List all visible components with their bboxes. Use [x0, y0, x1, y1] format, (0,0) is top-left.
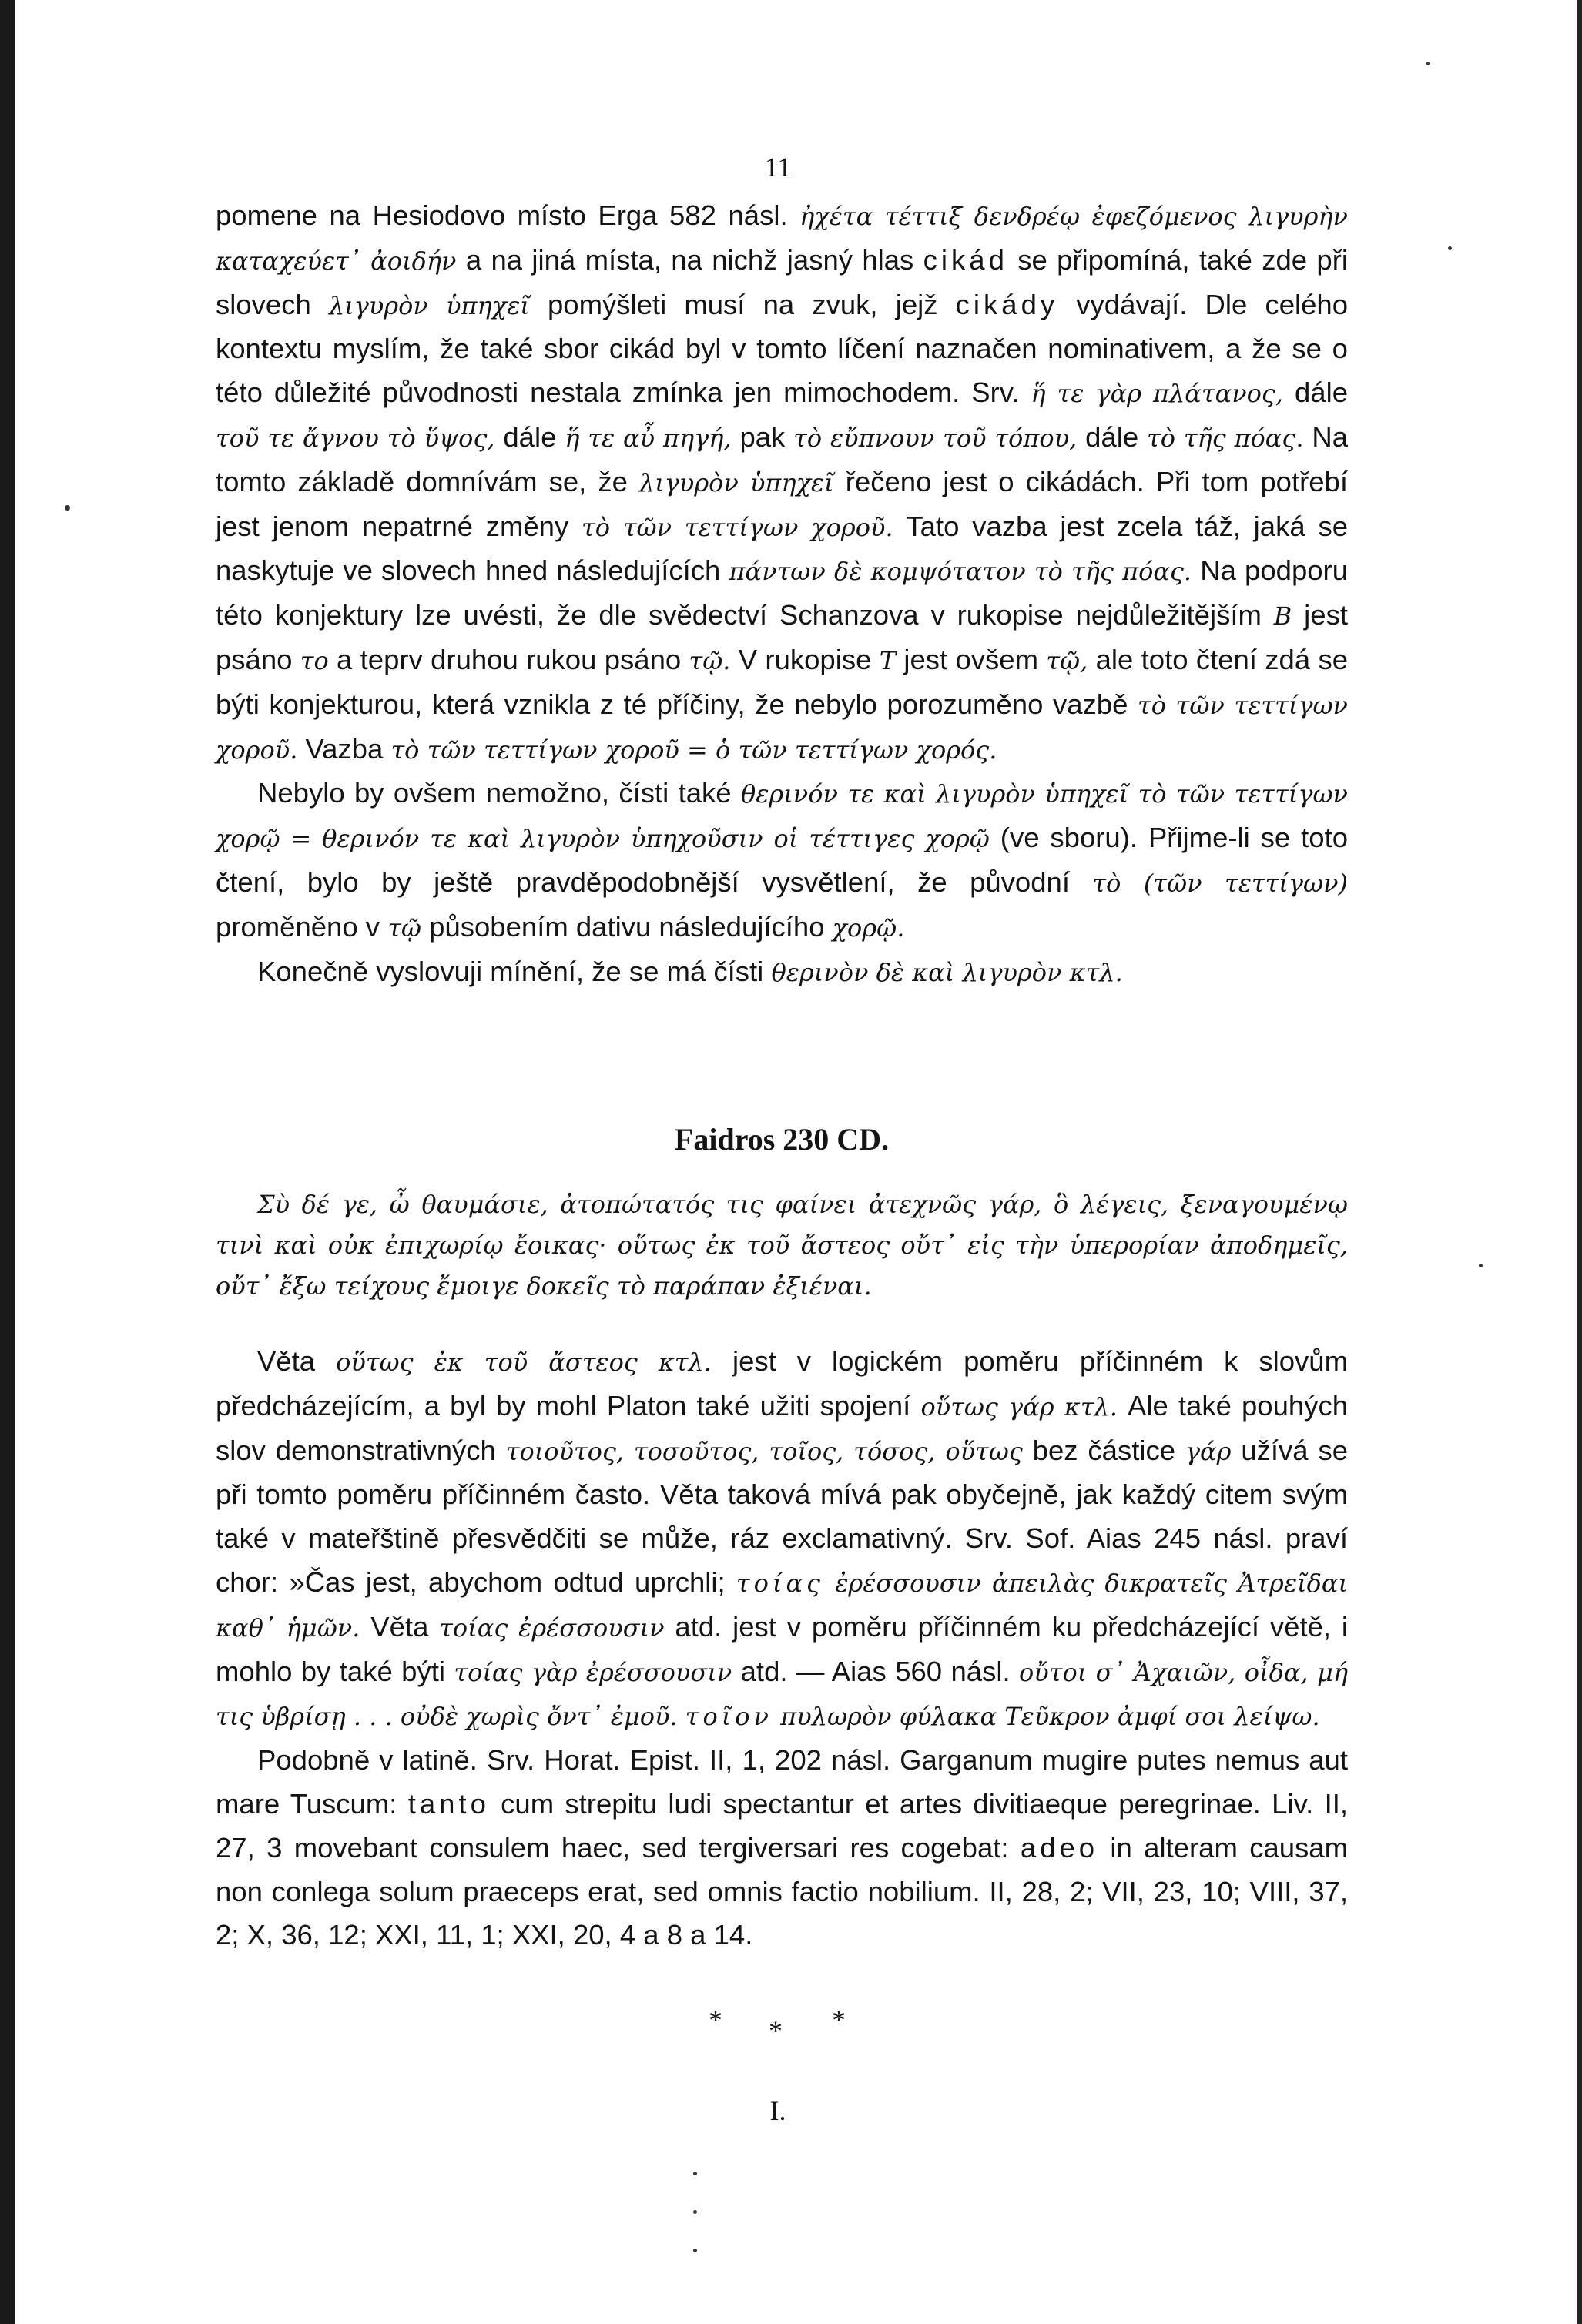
- text-run: řečeno jest o cikádách. Při tom potřebí jest jenom nepatrné změny: [216, 465, 1348, 542]
- greek-quote: ἥ τε γὰρ πλάτανος,: [1031, 379, 1284, 409]
- greek-quote: τὸ τῶν τεττίγων χοροῦ = ὁ τῶν τεττίγων χορός.: [390, 735, 997, 765]
- scan-speck: [1479, 1264, 1483, 1267]
- paragraph-5: [216, 1739, 1348, 1957]
- text-run: pak: [731, 420, 794, 453]
- greek-passage: Σὺ δέ γε, ὦ θαυμάσιε, ἀτοπώτατός τις φαίνει ἀτεχνῶς γάρ, ὃ λέγεις, ξεναγουμένῳ τινὶ καὶ οὐκ ἐπιχωρίῳ ἔοικας· οὕτως ἐκ τοῦ ἄστεος οὔτ᾽ εἰς τὴν ὑπερορίαν ἀποδημεῖς, οὔτ᾽ ἔξω τείχους ἔμοιγε δοκεῖς τὸ παράπαν ἐξιέναι.: [216, 1190, 1348, 1301]
- paragraph-2: [216, 772, 1348, 949]
- paragraph-3: [216, 950, 1348, 995]
- greek-quote: τὸ εὔπνουν τοῦ τόπου,: [793, 423, 1078, 453]
- text-run: atd. jest v poměru příčinném ku předcházející větě, i mohlo by také býti: [216, 1610, 1349, 1687]
- greek-quote: ἠχέτα τέττιξ δενδρέῳ ἐφεζόμενος λιγυρὴν καταχεύετ᾽ ἀοιδήν: [216, 202, 1348, 276]
- greek-quote: οὕτως ἐκ τοῦ ἄστεος κτλ.: [336, 1348, 712, 1377]
- greek-quote: οὔτοι σ᾽ Ἀχαιῶν, οἶδα, μή τις ὑβρίσῃ . . . οὐδὲ χωρὶς ὄντ᾽ ἐμοῦ.: [216, 1657, 1349, 1732]
- text-run: Podobně v latině. Srv. Horat. Epist. II, 1, 202 násl. Garganum mugire putes nemus aut mare Tuscum:: [216, 1744, 1348, 1820]
- greek-quote: λιγυρὸν ὑπηχεῖ: [638, 467, 834, 497]
- scan-speck: [693, 2172, 697, 2175]
- scan-speck: [693, 2210, 697, 2214]
- text-run: a na jiná místa, na nichž jasný hlas: [456, 243, 923, 276]
- text-run: Věta: [360, 1610, 440, 1643]
- greek-quote: τῷ,: [1046, 645, 1088, 675]
- scan-edge-left: [0, 0, 15, 2324]
- greek-spaced-emphasis: τοίας: [736, 1568, 824, 1598]
- text-run: se připomíná, také zde při slovech: [216, 243, 1348, 320]
- paragraph-4: [216, 1340, 1348, 1739]
- text-run: jest psáno: [216, 599, 1348, 675]
- greek-quote: χορῷ.: [832, 913, 905, 943]
- text-run: in alteram causam non conlega solum praeceps erat, sed omnis factio nobilium. II, 28, 2; VII, 23, 10; VIII, 37, 2; X, 36, 12; XXI, 11, 1; XXI, 20, 4 a 8 a 14.: [216, 1831, 1348, 1951]
- greek-quote: ἥ τε αὖ πηγή,: [565, 423, 732, 453]
- greek-quote: τῷ: [387, 913, 421, 943]
- text-run: Věta: [257, 1345, 337, 1377]
- greek-quote: τὸ τῶν τεττίγων χοροῦ.: [582, 512, 893, 542]
- text-run: pomene na Hesiodovo místo Erga 582 násl.: [216, 199, 800, 231]
- text-run: proměněno v: [216, 910, 388, 943]
- spaced-emphasis: tanto: [407, 1787, 490, 1820]
- text-run: dále: [1077, 420, 1148, 453]
- manuscript-siglum: B: [1273, 601, 1292, 631]
- scan-edge-right: [1577, 0, 1582, 2324]
- greek-quote: θερινὸν δὲ καὶ λιγυρὸν κτλ.: [771, 957, 1123, 987]
- section-separator: [678, 2004, 909, 2050]
- greek-quote: τοίας γὰρ ἐρέσσουσιν: [454, 1657, 732, 1687]
- text-run: Ale také pouhých slov demonstrativných: [216, 1389, 1348, 1466]
- text-run: ale toto čtení zdá se býti konjekturou, která vznikla z té příčiny, že nebylo porozuměno vazbě: [216, 643, 1348, 720]
- text-run: jest ovšem: [896, 643, 1047, 675]
- text-run: pomýšleti musí na zvuk, jejž: [529, 288, 956, 320]
- greek-quote: ἐρέσσουσιν ἀπειλὰς δικρατεῖς Ἀτρεῖδαι καθ᾽ ἡμῶν.: [216, 1568, 1349, 1643]
- text-run: vydávají. Dle celého kontextu myslím, že také sbor cikád byl v tomto líčení naznačen nominativem, a že se o této důležité původnosti nestala zmínka jen mimochodem. Srv.: [216, 288, 1349, 409]
- page-number: 11: [764, 152, 792, 183]
- text-run: bez částice: [1022, 1434, 1185, 1466]
- manuscript-siglum: T: [879, 645, 897, 675]
- greek-quote: τοιοῦτος, τοσοῦτος, τοῖος, τόσος, οὕτως: [505, 1436, 1023, 1466]
- text-run: Na tomto základě domnívám se, že: [216, 420, 1349, 497]
- paragraph-1: [216, 194, 1348, 772]
- text-run: dále: [494, 420, 565, 453]
- section-heading: Faidros 230 CD.: [674, 1122, 890, 1157]
- spaced-emphasis: adeo: [1020, 1831, 1099, 1864]
- text-run: dále: [1283, 377, 1349, 409]
- body-text-block-1: [216, 194, 1348, 994]
- scan-speck: [65, 505, 70, 511]
- separator-star: *: [769, 2015, 783, 2046]
- greek-quote: θερινόν τε καὶ λιγυρὸν ὑπηχεῖ τὸ τῶν τεττίγων χορῷ = θερινόν τε καὶ λιγυρὸν ὑπηχοῦσιν οἱ τέττιγες χορῷ: [216, 779, 1348, 854]
- greek-quote: πάντων δὲ κομψότατον τὸ τῆς πόας.: [729, 557, 1192, 587]
- text-run: a teprv druhou rukou psáno: [328, 643, 689, 675]
- greek-quote: τῷ.: [689, 645, 731, 675]
- text-run: Tato vazba jest zcela táž, jaká se naskytuje ve slovech hned následujících: [216, 510, 1348, 587]
- text-run: Nebylo by ovšem nemožno, čísti také: [257, 777, 741, 809]
- spaced-emphasis: cikády: [955, 288, 1059, 320]
- greek-quote: τὸ (τῶν τεττίγων): [1092, 868, 1348, 898]
- greek-quote: πυλωρὸν φύλακα Τεῦκρον ἀμφί σοι λείψω.: [773, 1702, 1320, 1732]
- text-run: V rukopise: [730, 643, 880, 675]
- greek-quote: τὸ τῶν τεττίγων χοροῦ.: [216, 690, 1348, 765]
- greek-quote: το: [300, 645, 329, 675]
- greek-spaced-emphasis: τοῖον: [685, 1702, 773, 1732]
- separator-star: *: [709, 2004, 722, 2035]
- text-run: působením dativu následujícího: [421, 910, 833, 943]
- text-run: Na podporu této konjektury lze uvésti, že dle svědectví Schanzova v rukopise nejdůležitějším: [216, 554, 1348, 631]
- section-numeral: I.: [769, 2095, 786, 2126]
- text-run: Konečně vyslovuji mínění, že se má čísti: [257, 955, 772, 987]
- scan-speck: [693, 2249, 697, 2252]
- text-run: atd. — Aias 560 násl.: [732, 1655, 1020, 1687]
- body-text-block-2: [216, 1340, 1348, 1957]
- scan-speck: [1426, 62, 1430, 65]
- text-run: užívá se při tomto poměru příčinném často. Věta taková mívá pak obyčejně, jak každý citem svým také v mateřštině přesvědčiti se může, ráz exclamativný. Srv. Sof. Aias 245 násl. praví chor: »Čas jest, abychom odtud uprchli;: [216, 1434, 1348, 1598]
- scan-speck: [1448, 246, 1452, 250]
- greek-quote: γάρ: [1185, 1436, 1232, 1466]
- text-run: jest v logickém poměru příčinném k slovům předcházejícím, a byl by mohl Platon také užiti spojení: [216, 1345, 1349, 1422]
- greek-quote: τοίας ἐρέσσουσιν: [439, 1612, 665, 1643]
- text-run: (ve sboru). Přijme-li se toto čtení, bylo by ještě pravděpodobnější vysvětlení, že původní: [216, 822, 1349, 898]
- text-run: cum strepitu ludi spectantur et artes divitiaeque peregrinae. Liv. II, 27, 3 movebant consulem haec, sed tergiversari res cogebat:: [216, 1787, 1348, 1864]
- greek-quote: τὸ τῆς πόας.: [1147, 423, 1304, 453]
- greek-quote: οὕτως γάρ κτλ.: [920, 1391, 1118, 1422]
- text-run: Vazba: [297, 732, 391, 765]
- spaced-emphasis: cikád: [923, 243, 1008, 276]
- greek-quote: λιγυρὸν ὑπηχεῖ: [328, 290, 530, 320]
- greek-quote: τοῦ τε ἄγνου τὸ ὕψος,: [216, 423, 495, 453]
- separator-star: *: [832, 2004, 846, 2035]
